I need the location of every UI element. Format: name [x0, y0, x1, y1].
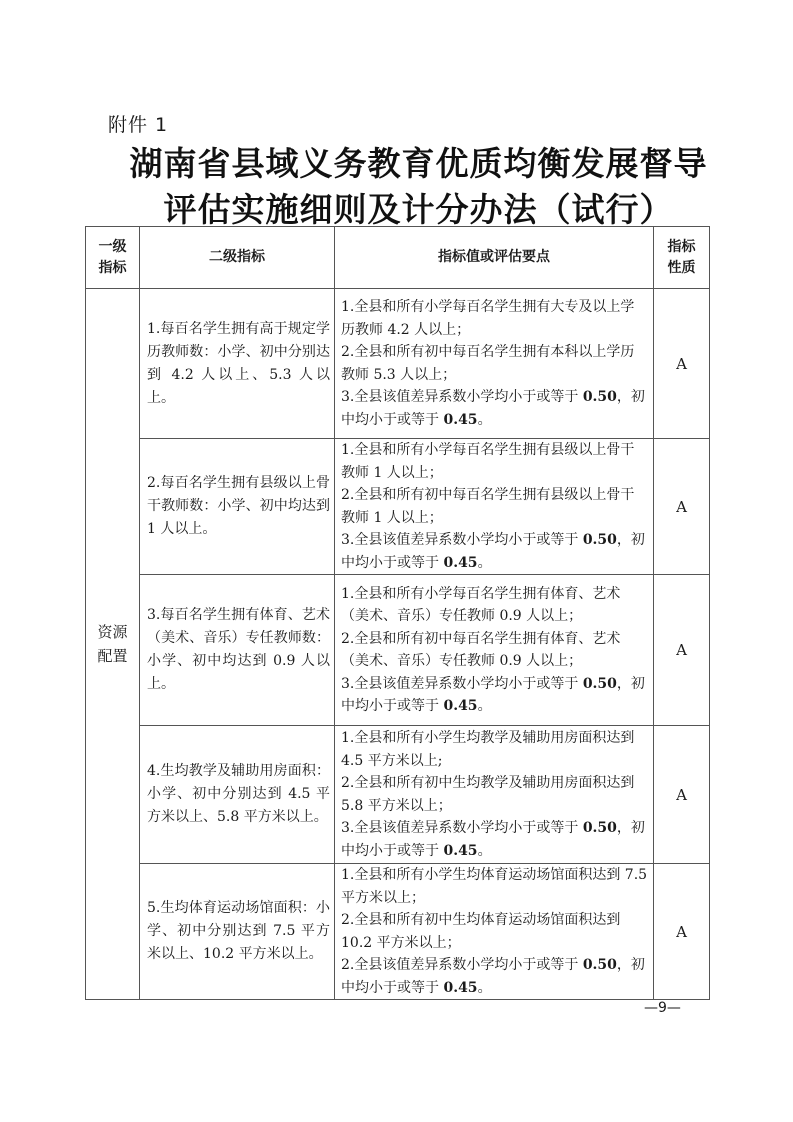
evaluation-point [341, 439, 648, 484]
threshold-value: 0.45 [443, 698, 478, 714]
evaluation-table [85, 226, 710, 1000]
threshold-value: 0.50 [582, 389, 617, 405]
level1-category-cell [86, 289, 140, 1000]
header-level1-line2: 指标 [98, 259, 127, 276]
secondary-indicator: 1.每百名学生拥有高于规定学历教师数：小学、初中分别达到 4.2 人以上、5.3 人以上。 [140, 289, 335, 439]
threshold-value: 0.50 [582, 957, 617, 973]
evaluation-point [341, 772, 648, 817]
point-text: 。 [477, 411, 492, 428]
point-text: 2.全县和所有初中生均教学及辅助用房面积达到 5.8 平方米以上； [341, 775, 635, 814]
point-text: 1.全县和所有小学每百名学生拥有体育、艺术（美术、音乐）专任教师 0.9 人以上； [341, 585, 621, 624]
evaluation-point [341, 484, 648, 529]
evaluation-points [335, 439, 654, 575]
evaluation-point [341, 386, 648, 431]
threshold-value: 0.45 [443, 842, 478, 859]
attachment-label: 附件 1 [108, 114, 169, 136]
point-text: ，初中均小于或等于 [341, 957, 645, 996]
point-text: 1.全县和所有小学每百名学生拥有大专及以上学历教师 4.2 人以上； [341, 299, 635, 338]
evaluation-point [341, 673, 648, 718]
table-row [86, 289, 710, 439]
evaluation-points [335, 726, 654, 864]
point-text: 1.全县和所有小学每百名学生拥有县级以上骨干教师 1 人以上； [341, 442, 635, 481]
point-text: ，初中均小于或等于 [341, 675, 645, 714]
secondary-indicator: 5.生均体育运动场馆面积：小学、初中分别达到 7.5 平方米以上、10.2 平方米以上。 [140, 864, 335, 1000]
page-number: —9— [644, 1000, 681, 1016]
point-text: 3.全县该值差异系数小学均小于或等于 [341, 820, 583, 836]
threshold-value: 0.50 [582, 820, 617, 836]
header-points: 指标值或评估要点 [335, 227, 654, 289]
table-row [86, 726, 710, 864]
evaluation-point [341, 296, 648, 341]
header-nature [654, 227, 710, 289]
evaluation-point [341, 954, 648, 999]
threshold-value: 0.50 [582, 532, 617, 548]
level1-category-line1: 资源 [97, 623, 128, 641]
threshold-value: 0.45 [443, 411, 478, 428]
evaluation-point [341, 583, 648, 628]
secondary-indicator: 3.每百名学生拥有体育、艺术（美术、音乐）专任教师数：小学、初中均达到 0.9 人以上。 [140, 575, 335, 726]
header-level1-line1: 一级 [98, 238, 127, 255]
evaluation-points [335, 289, 654, 439]
point-text: 2.全县和所有初中每百名学生拥有县级以上骨干教师 1 人以上； [341, 487, 635, 526]
point-text: 1.全县和所有小学生均体育运动场馆面积达到 7.5 平方米以上； [341, 867, 648, 906]
table-row [86, 864, 710, 1000]
point-text: 1.全县和所有小学生均教学及辅助用房面积达到 4.5 平方米以上; [341, 730, 635, 769]
evaluation-point [341, 864, 648, 909]
header-nature-line1: 指标 [667, 238, 696, 255]
point-text: 3.全县该值差异系数小学均小于或等于 [341, 389, 583, 405]
point-text: 3.全县该值差异系数小学均小于或等于 [341, 675, 583, 692]
indicator-nature: A [654, 289, 710, 439]
indicator-nature: A [654, 726, 710, 864]
header-level1 [86, 227, 140, 289]
point-text: 2.全县和所有初中生均体育运动场馆面积达到 10.2 平方米以上； [341, 912, 621, 951]
evaluation-points [335, 575, 654, 726]
point-text: 。 [477, 979, 492, 996]
evaluation-point [341, 628, 648, 673]
point-text: 3.全县该值差异系数小学均小于或等于 [341, 532, 583, 548]
document-title-line1: 湖南省县域义务教育优质均衡发展督导 [129, 144, 708, 183]
header-nature-line2: 性质 [667, 259, 696, 276]
point-text: 2.全县和所有初中每百名学生拥有体育、艺术（美术、音乐）专任教师 0.9 人以上； [341, 630, 621, 669]
threshold-value: 0.45 [443, 554, 478, 571]
secondary-indicator: 2.每百名学生拥有县级以上骨干教师数：小学、初中均达到 1 人以上。 [140, 439, 335, 575]
point-text: 。 [477, 842, 492, 859]
evaluation-point [341, 727, 648, 772]
evaluation-point [341, 909, 648, 954]
evaluation-points [335, 864, 654, 1000]
point-text: ，初中均小于或等于 [341, 389, 645, 428]
evaluation-point [341, 341, 648, 386]
secondary-indicator: 4.生均教学及辅助用房面积：小学、初中分别达到 4.5 平方米以上、5.8 平方米以上。 [140, 726, 335, 864]
point-text: 2.全县该值差异系数小学均小于或等于 [341, 957, 583, 973]
indicator-nature: A [654, 439, 710, 575]
document-title-line2: 评估实施细则及计分办法（试行） [163, 190, 674, 229]
evaluation-point [341, 817, 648, 862]
indicator-nature: A [654, 575, 710, 726]
table-row [86, 575, 710, 726]
level1-category-line2: 配置 [97, 647, 128, 665]
point-text: 。 [477, 698, 492, 714]
table-header-row [86, 227, 710, 289]
table-row [86, 439, 710, 575]
indicator-nature: A [654, 864, 710, 1000]
header-level2: 二级指标 [140, 227, 335, 289]
point-text: 。 [477, 554, 492, 571]
threshold-value: 0.50 [582, 675, 617, 692]
point-text: ，初中均小于或等于 [341, 820, 645, 859]
evaluation-point [341, 529, 648, 574]
threshold-value: 0.45 [443, 979, 478, 996]
point-text: ，初中均小于或等于 [341, 532, 645, 571]
point-text: 2.全县和所有初中每百名学生拥有本科以上学历教师 5.3 人以上； [341, 344, 635, 383]
